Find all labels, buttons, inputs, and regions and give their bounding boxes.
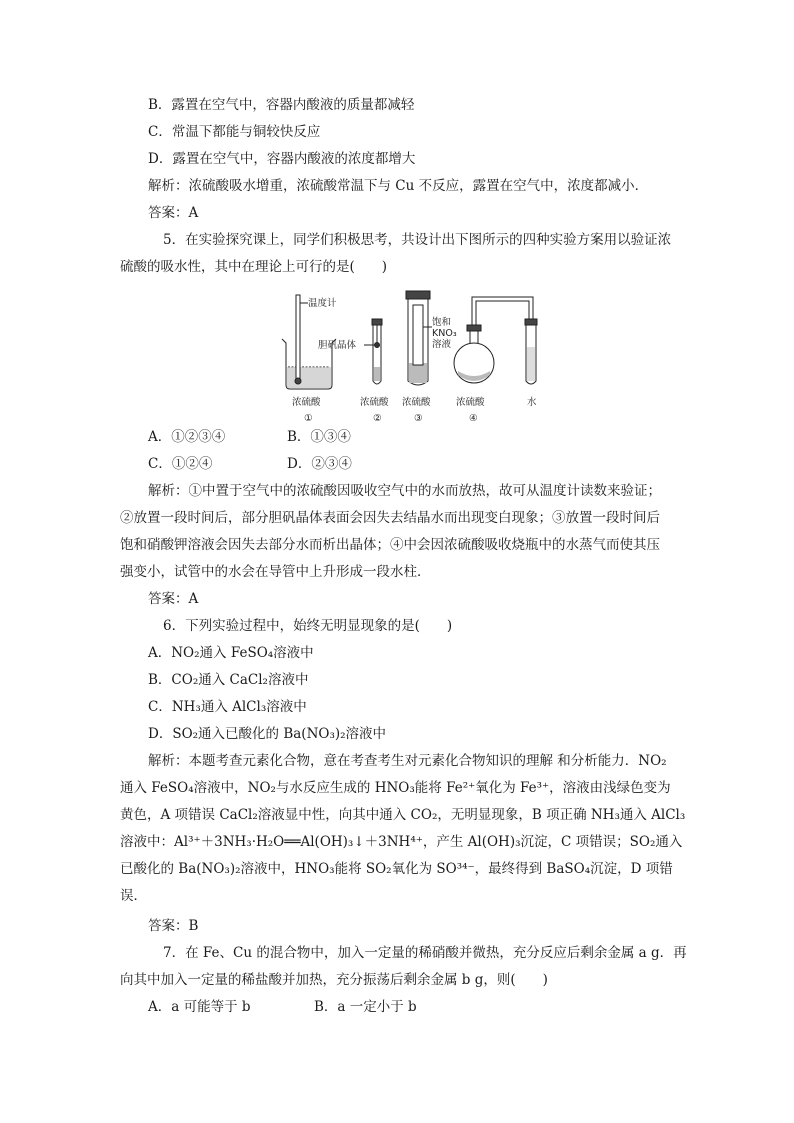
acid-label-4: 浓硫酸 bbox=[456, 397, 485, 408]
answer-q4: 答案：A bbox=[148, 205, 199, 221]
analysis-q6-line4: 溶液中：Al³⁺＋3NH₃·H₂O══Al(OH)₃↓＋3NH⁴⁺，产生 Al(OH)₃沉淀，C 项错误；SO₂通入 bbox=[120, 834, 683, 850]
question-6: 6．下列实验过程中，始终无明显现象的是( ) bbox=[163, 618, 453, 634]
analysis-q6-line5: 已酸化的 Ba(NO₃)₂溶液中，HNO₃能将 SO₂氧化为 SO³⁴⁻，最终得到 BaSO₄沉淀，D 项错 bbox=[120, 861, 673, 877]
analysis-q5-line3: 饱和硝酸钾溶液会因失去部分水而析出晶体；④中会因浓硫酸吸收烧瓶中的水蒸气而使其压 bbox=[120, 537, 660, 553]
question-5-line2: 硫酸的吸水性，其中在理论上可行的是( ) bbox=[120, 259, 388, 275]
option-c-q6: C．NH₃通入 AlCl₃溶液中 bbox=[148, 699, 307, 715]
option-a-q6: A．NO₂通入 FeSO₄溶液中 bbox=[148, 645, 314, 661]
question-5-line1: 5．在实验探究课上，同学们积极思考，共设计出下图所示的四种实验方案用以验证浓 bbox=[163, 232, 672, 248]
option-b-q5: B．①③④ bbox=[287, 429, 351, 445]
acid-label-3: 浓硫酸 bbox=[402, 397, 431, 408]
number-1: ① bbox=[304, 413, 313, 424]
analysis-q6-line1: 解析：本题考查元素化合物，意在考查考生对元素化合物知识的理解 和分析能力．NO₂ bbox=[148, 753, 667, 769]
option-c-q4: C．常温下都能与铜较快反应 bbox=[148, 124, 321, 140]
answer-q5: 答案：A bbox=[148, 591, 199, 607]
analysis-q5-line2: ②放置一段时间后，部分胆矾晶体表面会因失去结晶水而出现变白现象；③放置一段时间后 bbox=[120, 510, 660, 526]
kno3-label-3: 溶液 bbox=[432, 339, 452, 350]
water-label: 水 bbox=[527, 397, 537, 408]
kno3-label-1: 饱和 bbox=[432, 317, 452, 328]
acid-label-2: 浓硫酸 bbox=[360, 397, 389, 408]
analysis-q6-line6: 误． bbox=[120, 888, 147, 904]
test-tube-3 bbox=[406, 291, 432, 385]
option-d-q6: D．SO₂通入已酸化的 Ba(NO₃)₂溶液中 bbox=[148, 726, 387, 742]
option-a-q5: A．①②③④ bbox=[148, 429, 226, 445]
analysis-q5-line1: 解析：①中置于空气中的浓硫酸因吸收空气中的水而放热，故可从温度计读数来验证； bbox=[148, 483, 661, 499]
number-3: ③ bbox=[414, 413, 423, 424]
analysis-q6-line2: 通入 FeSO₄溶液中，NO₂与水反应生成的 HNO₃能将 Fe²⁺氧化为 Fe³⁺，溶液由浅绿色变为 bbox=[120, 780, 671, 796]
option-d-q4: D．露置在空气中，容器内酸液的浓度都增大 bbox=[148, 151, 416, 167]
number-4: ④ bbox=[469, 413, 478, 424]
acid-label-1: 浓硫酸 bbox=[292, 397, 321, 408]
analysis-q4: 解析：浓硫酸吸水增重，浓硫酸常温下与 Cu 不反应，露置在空气中，浓度都减小． bbox=[148, 178, 649, 194]
option-a-q7: A．a 可能等于 b bbox=[148, 999, 251, 1015]
thermometer-label: 温度计 bbox=[308, 298, 337, 309]
flask-apparatus bbox=[454, 297, 537, 384]
test-tube-2 bbox=[364, 319, 382, 384]
kno3-label-2: KNO₃ bbox=[432, 328, 457, 339]
experiment-diagram bbox=[276, 287, 546, 432]
question-7-line1: 7．在 Fe、Cu 的混合物中，加入一定量的稀硝酸并微热，充分反应后剩余金属 a g．再 bbox=[163, 945, 687, 961]
analysis-q6-line3: 黄色，A 项错误 CaCl₂溶液显中性，向其中通入 CO₂，无明显现象，B 项正确 NH₃通入 AlCl₃ bbox=[120, 807, 686, 823]
crystal-label: 胆矾晶体 bbox=[318, 340, 357, 351]
option-b-q4: B．露置在空气中，容器内酸液的质量都减轻 bbox=[148, 97, 415, 113]
option-b-q7: B．a 一定小于 b bbox=[314, 999, 417, 1015]
analysis-q5-line4: 强变小，试管中的水会在导管中上升形成一段水柱． bbox=[120, 564, 431, 580]
experiment-figure bbox=[276, 287, 546, 432]
option-d-q5: D．②③④ bbox=[287, 456, 352, 472]
number-2: ② bbox=[373, 413, 382, 424]
question-7-line2: 向其中加入一定量的稀盐酸并加热，充分振荡后剩余金属 b g，则( ) bbox=[120, 972, 548, 988]
option-c-q5: C．①②④ bbox=[148, 456, 213, 472]
option-b-q6: B．CO₂通入 CaCl₂溶液中 bbox=[148, 672, 309, 688]
answer-q6: 答案：B bbox=[148, 918, 199, 934]
